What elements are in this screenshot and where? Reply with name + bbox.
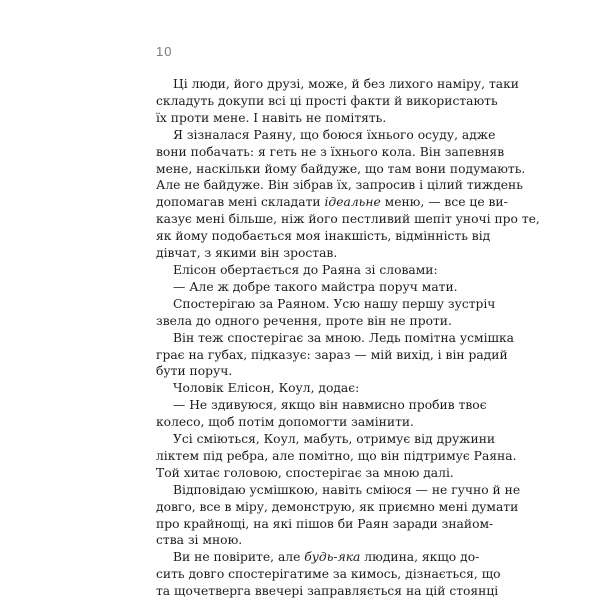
text-segment: меню, — все це ви- bbox=[380, 195, 508, 210]
text-line: вони побачать: я геть не з їхнього кола. Він запевняв bbox=[156, 144, 505, 159]
italic-emphasis: будь-яка bbox=[304, 550, 361, 565]
text-line: колесо, щоб потім допомогти замінити. bbox=[156, 415, 414, 430]
text-line: Але не байдуже. Він зібрав їх, запросив і цілий тиждень bbox=[156, 178, 523, 193]
text-line: — Не здивуюся, якщо він навмисно пробив твоє bbox=[173, 398, 487, 413]
text-line: грає на губах, підказує: зараз — мій вихід, і він радий bbox=[156, 347, 508, 362]
text-line: ства зі мною. bbox=[156, 533, 243, 548]
text-line bbox=[156, 549, 480, 566]
italic-emphasis: ідеальне bbox=[324, 195, 381, 210]
body-text bbox=[156, 76, 540, 600]
text-segment: допомагав мені складати bbox=[156, 195, 325, 210]
text-line: Чоловік Елісон, Коул, додає: bbox=[173, 381, 360, 396]
text-line: складуть докупи всі ці прості факти й використають bbox=[156, 93, 498, 108]
text-line: як йому подобається моя інакшість, відмінність від bbox=[156, 229, 491, 244]
text-line: сить довго спостерігатиме за кимось, дізнається, що bbox=[156, 567, 501, 582]
text-line: ліктем під ребра, але помітно, що він підтримує Раяна. bbox=[156, 448, 517, 463]
text-segment: людина, якщо до- bbox=[360, 550, 480, 565]
text-line: Я зізналася Раяну, що боюся їхнього осуду, адже bbox=[173, 127, 496, 142]
text-line: Він теж спостерігає за мною. Ледь помітна усмішка bbox=[173, 330, 514, 345]
text-line: та щочетверга ввечері заправляється на цій стоянці bbox=[156, 584, 499, 599]
text-line: Ці люди, його друзі, може, й без лихого наміру, таки bbox=[173, 77, 520, 91]
text-segment: Ви не повірите, але bbox=[173, 550, 305, 565]
text-line bbox=[156, 194, 508, 211]
text-line: дівчат, з якими він зростав. bbox=[156, 246, 338, 261]
text-line: довго, все в міру, демонструю, як приємно мені думати bbox=[156, 499, 519, 514]
text-line: Той хитає головою, спостерігає за мною далі. bbox=[156, 465, 454, 480]
text-line: бути поруч. bbox=[156, 364, 233, 379]
text-line: їх проти мене. І навіть не помітять. bbox=[156, 110, 387, 125]
text-line: Спостерігаю за Раяном. Усю нашу першу зустріч bbox=[173, 296, 496, 311]
text-line: Елісон обертається до Раяна зі словами: bbox=[173, 262, 438, 277]
text-line: мене, наскільки йому байдуже, що там вони подумають. bbox=[156, 161, 526, 176]
page-number: 10 bbox=[156, 44, 173, 59]
text-line: казує мені більше, ніж його пестливий шепіт уночі про те, bbox=[156, 212, 540, 227]
text-line: — Але ж добре такого майстра поруч мати. bbox=[173, 279, 458, 294]
text-line: Відповідаю усмішкою, навіть сміюся — не гучно й не bbox=[173, 482, 521, 497]
text-line: про крайнощі, на які пішов би Раян заради знайом- bbox=[156, 516, 494, 531]
text-line: звела до одного речення, проте він не проти. bbox=[156, 313, 452, 328]
text-line: Усі сміються, Коул, мабуть, отримує від дружини bbox=[173, 432, 496, 447]
